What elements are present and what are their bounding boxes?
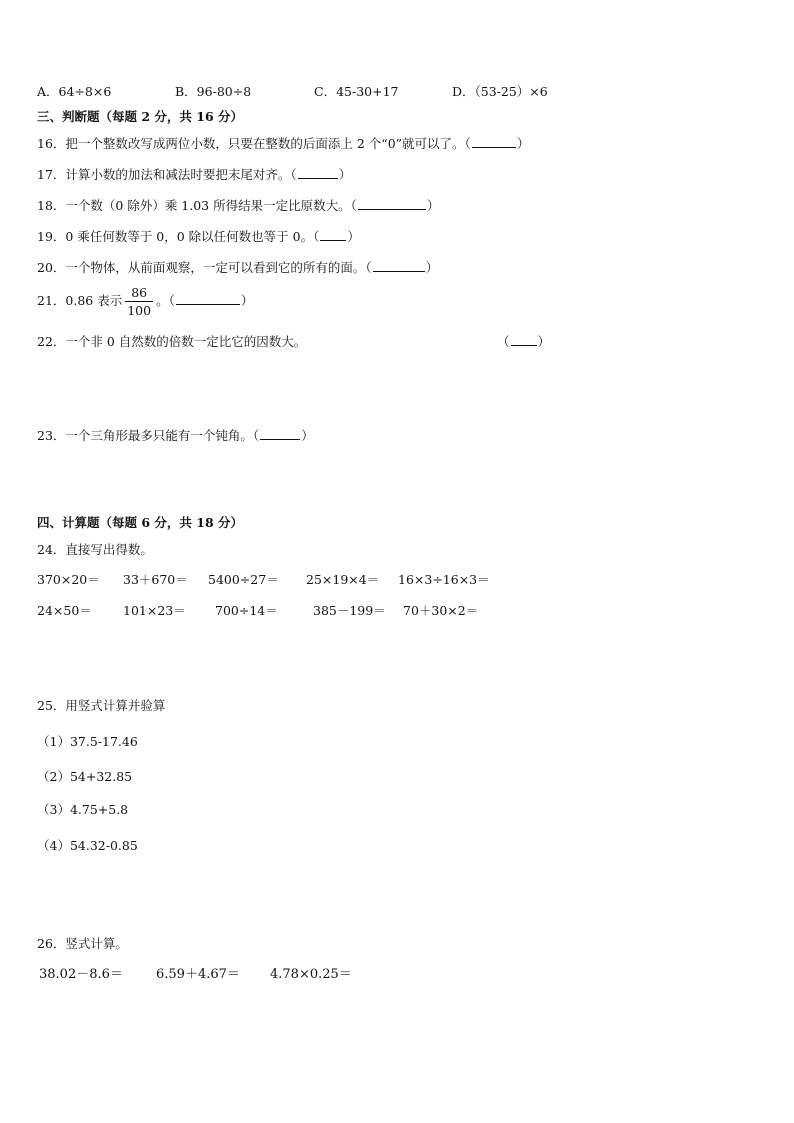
answer-blank-16[interactable]: [472, 136, 516, 148]
vertical-calc-item: 4.78×0.25＝: [270, 967, 352, 982]
fraction-numerator: 86: [125, 284, 153, 302]
question-17: 17．计算小数的加法和减法时要把末尾对齐。（ ）: [37, 167, 352, 182]
question-18-text: 18．一个数（0 除外）乘 1.03 所得结果一定比原数大。: [37, 198, 351, 213]
question-17-text: 17．计算小数的加法和减法时要把末尾对齐。: [37, 167, 291, 182]
question-23: 23．一个三角形最多只能有一个钝角。（ ）: [37, 428, 314, 443]
answer-blank-20[interactable]: [373, 260, 425, 272]
question-24-title: 24．直接写出得数。: [37, 542, 153, 557]
calc-item: 385－199＝: [313, 603, 386, 618]
calc-item: 370×20＝: [37, 572, 100, 587]
choice-d: D．（53-25）×6: [452, 84, 548, 99]
question-25-item: （3）4.75+5.8: [37, 802, 129, 817]
question-19: 19．0 乘任何数等于 0，0 除以任何数也等于 0。（ ）: [37, 229, 360, 244]
choice-a: A．64÷8×6: [37, 84, 112, 99]
question-22-text: 22．一个非 0 自然数的倍数一定比它的因数大。: [37, 334, 307, 349]
question-20: 20．一个物体，从前面观察，一定可以看到它的所有的面。（ ）: [37, 260, 439, 275]
section-3-title: 三、判断题（每题 2 分，共 16 分）: [37, 109, 244, 124]
calc-item: 24×50＝: [37, 603, 92, 618]
calc-item: 25×19×4＝: [306, 572, 380, 587]
question-21: 21．0.86 表示 $\frac{86}{100}$ 。（ ）: [37, 285, 254, 318]
question-22-answer: （ ）: [497, 334, 551, 349]
calc-item: 70＋30×2＝: [403, 603, 479, 618]
answer-blank-23[interactable]: [260, 428, 300, 440]
answer-blank-18[interactable]: [358, 198, 426, 210]
answer-blank-22[interactable]: [511, 334, 537, 346]
calc-item: 16×3÷16×3＝: [398, 572, 490, 587]
calc-item: 700÷14＝: [215, 603, 278, 618]
question-25-item: （4）54.32-0.85: [37, 838, 138, 853]
calc-item: 5400÷27＝: [208, 572, 279, 587]
question-16: 16．把一个整数改写成两位小数，只要在整数的后面添上 2 个“0”就可以了。（ ）: [37, 136, 530, 151]
question-21-text: 21．0.86 表示: [37, 293, 123, 308]
calc-item: 101×23＝: [123, 603, 186, 618]
answer-blank-17[interactable]: [298, 167, 338, 179]
question-16-text: 16．把一个整数改写成两位小数，只要在整数的后面添上 2 个“0”就可以了。: [37, 136, 465, 151]
question-25-item: （1）37.5-17.46: [37, 734, 138, 749]
question-18: 18．一个数（0 除外）乘 1.03 所得结果一定比原数大。（ ）: [37, 198, 440, 213]
vertical-calc-item: 6.59＋4.67＝: [156, 967, 240, 982]
question-20-text: 20．一个物体，从前面观察，一定可以看到它的所有的面。: [37, 260, 366, 275]
question-23-text: 23．一个三角形最多只能有一个钝角。: [37, 428, 253, 443]
question-19-text: 19．0 乘任何数等于 0，0 除以任何数也等于 0。: [37, 229, 314, 244]
choice-b: B．96-80÷8: [175, 84, 252, 99]
answer-blank-19[interactable]: [320, 229, 346, 241]
calc-item: 33＋670＝: [123, 572, 188, 587]
fraction-denominator: 100: [127, 303, 152, 318]
choice-c: C．45-30+17: [314, 84, 399, 99]
question-25-title: 25．用竖式计算并验算: [37, 698, 166, 713]
vertical-calc-item: 38.02－8.6＝: [39, 967, 123, 982]
section-4-title: 四、计算题（每题 6 分，共 18 分）: [37, 515, 244, 530]
question-22: [37, 334, 306, 350]
question-25-item: （2）54+32.85: [37, 769, 133, 784]
question-26-title: 26．竖式计算。: [37, 936, 128, 951]
fraction: [125, 284, 153, 319]
answer-blank-21[interactable]: [176, 293, 240, 305]
